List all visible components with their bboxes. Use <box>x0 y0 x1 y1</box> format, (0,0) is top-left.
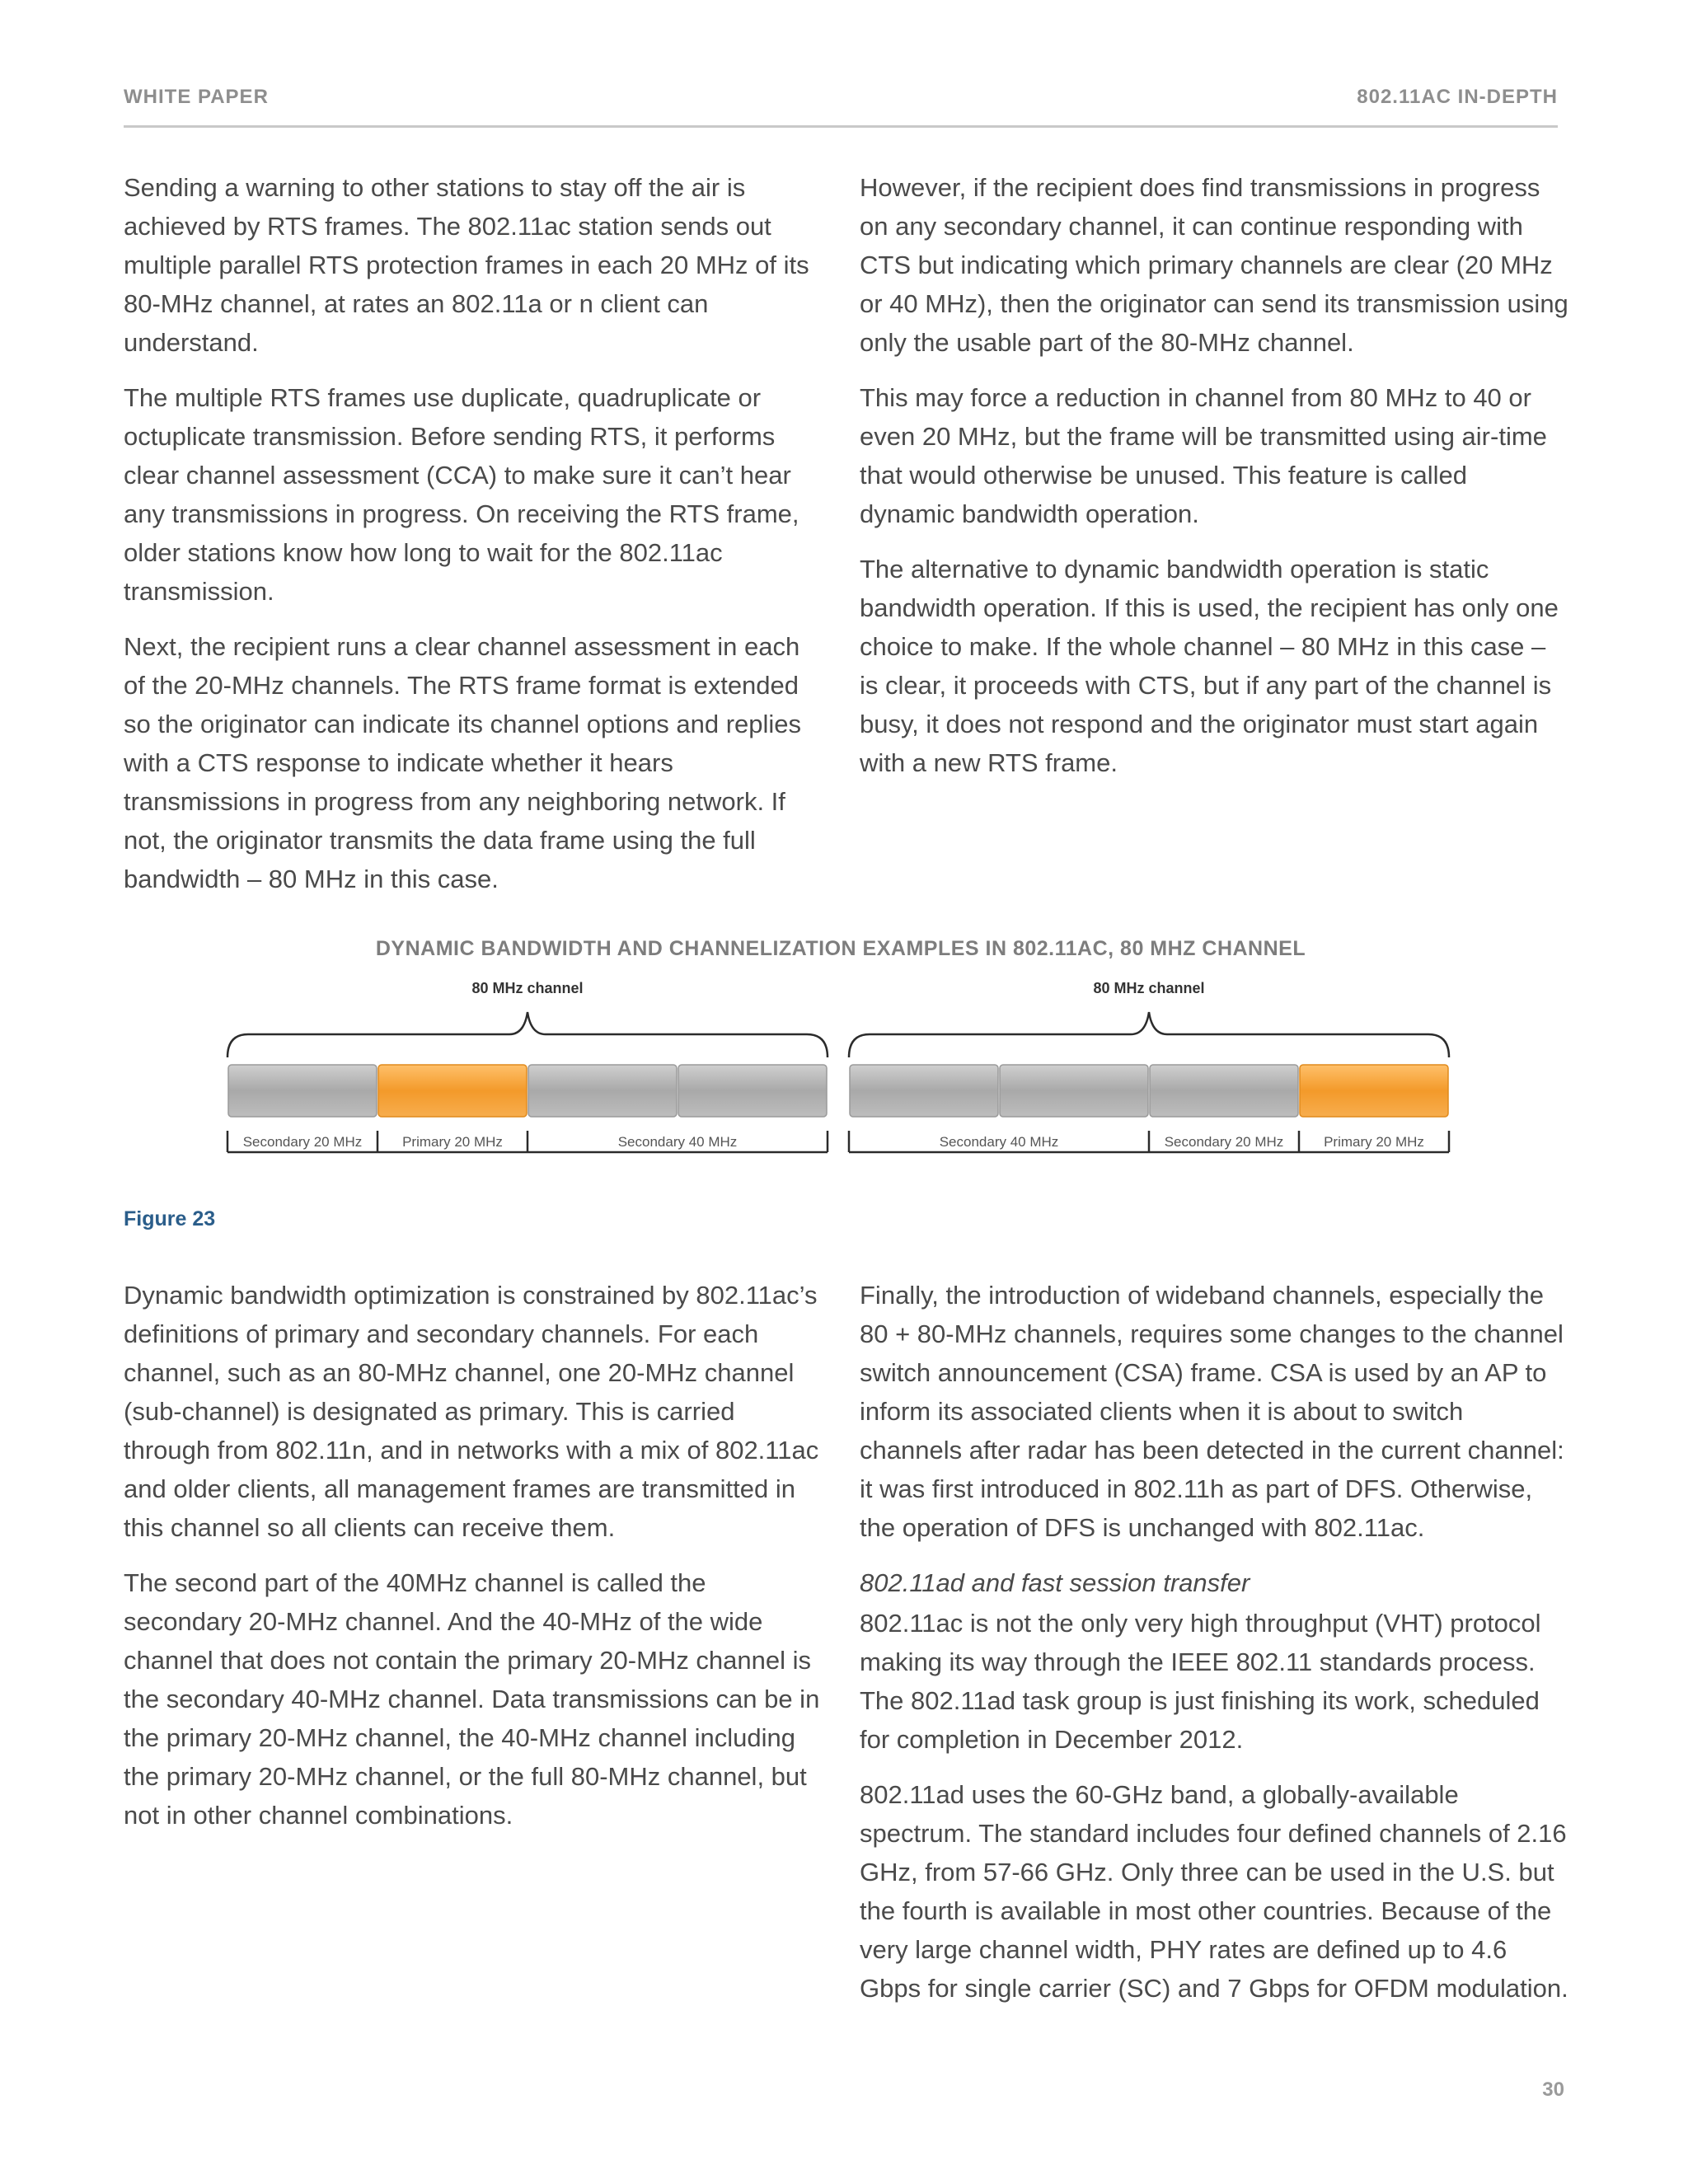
primary-channel-block <box>378 1065 527 1117</box>
paragraph: Next, the recipient runs a clear channel assessment in each of the 20-MHz channels. The RTS frame format is extended so the originator can indicate its channel options and replies with a CTS response to indicate whether it hears transmissions in progress from any neighboring network. If not, the originator transmits the data frame using the full bandwidth – 80 MHz in this case. <box>124 632 802 893</box>
bottom-right-column <box>860 1276 1568 2024</box>
header-right-label: 802.11AC IN-DEPTH <box>1357 86 1558 108</box>
figure-caption: Figure 23 <box>124 1207 216 1230</box>
page-number: 30 <box>1542 2079 1564 2101</box>
primary-channel-block <box>1300 1065 1448 1117</box>
brace-label: 80 MHz channel <box>1093 980 1205 996</box>
secondary-channel-block <box>528 1065 677 1117</box>
channel-label: Secondary 20 MHz <box>242 1134 363 1150</box>
curly-brace <box>227 1012 828 1057</box>
bottom-left-column <box>124 1276 824 1851</box>
channel-label-bracket <box>227 1131 828 1152</box>
channel-label-bracket <box>849 1131 1449 1152</box>
header-left-label: WHITE PAPER <box>124 86 269 108</box>
paragraph: This may force a reduction in channel from 80 MHz to 40 or even 20 MHz, but the frame will be transmitted using air-time that would otherwise be unused. This feature is called dynamic bandwidth operation. <box>860 383 1547 528</box>
channel-label: Secondary 40 MHz <box>617 1134 738 1150</box>
paragraph: 802.11ad uses the 60-GHz band, a globally-available spectrum. The standard includes four defined channels of 2.16 GHz, from 57-66 GHz. Only three can be used in the U.S. but the fourth is available in most other countries. Because of the very large channel width, PHY rates are defined up to 4.6 Gbps for single carrier (SC) and 7 Gbps for OFDM modulation. <box>860 1780 1568 2003</box>
secondary-channel-block <box>1000 1065 1148 1117</box>
curly-brace <box>849 1012 1449 1057</box>
top-right-column <box>860 168 1568 799</box>
secondary-channel-block <box>228 1065 377 1117</box>
paragraph: The alternative to dynamic bandwidth operation is static bandwidth operation. If this is used, the recipient has only one choice to make. If the whole channel – 80 MHz in this case – is clear, it proceeds with CTS, but if any part of the channel is busy, it does not respond and the originator must start again with a new RTS frame. <box>860 555 1559 777</box>
paragraph: Sending a warning to other stations to stay off the air is achieved by RTS frames. The 802.11ac station sends out multiple parallel RTS protection frames in each 20 MHz of its 80-MHz channel, at rates an 802.11a or n client can understand. <box>124 173 809 357</box>
secondary-channel-block <box>1150 1065 1298 1117</box>
section-subheading: 802.11ad and fast session transfer <box>860 1568 1250 1597</box>
secondary-channel-block <box>850 1065 998 1117</box>
paragraph: However, if the recipient does find transmissions in progress on any secondary channel, it can continue responding with CTS but indicating which primary channels are clear (20 MHz or 40 MHz), then the originator can send its transmission using only the usable part of the 80-MHz channel. <box>860 173 1568 357</box>
channel-label: Secondary 20 MHz <box>1164 1134 1284 1150</box>
paragraph: Finally, the introduction of wideband channels, especially the 80 + 80-MHz channels, requires some changes to the channel switch announcement (CSA) frame. CSA is used by an AP to inform its associated clients when it is about to switch channels after radar has been detected in the current channel: it was first introduced in 802.11h as part of DFS. Otherwise, the operation of DFS is unchanged with 802.11ac. <box>860 1281 1564 1542</box>
channel-label: Secondary 40 MHz <box>939 1134 1059 1150</box>
page-header <box>124 82 1558 128</box>
paragraph: 802.11ac is not the only very high throughput (VHT) protocol making its way through the IEEE 802.11 standards process. The 802.11ad task group is just finishing its work, scheduled for completion in December 2012. <box>860 1609 1541 1754</box>
paragraph: The second part of the 40MHz channel is called the secondary 20-MHz channel. And the 40-MHz of the wide channel that does not contain the primary 20-MHz channel is the secondary 40-MHz channel. Data transmissions can be in the primary 20-MHz channel, the 40-MHz channel including the primary 20-MHz channel, or the full 80-MHz channel, but not in other channel combinations. <box>124 1568 820 1830</box>
paragraph: The multiple RTS frames use duplicate, quadruplicate or octuplicate transmission. Before sending RTS, it performs clear channel assessment (CCA) to make sure it can’t hear any transmissions in progress. On receiving the RTS frame, older stations know how long to wait for the 802.11ac transmission. <box>124 383 799 606</box>
channel-label: Primary 20 MHz <box>402 1134 503 1150</box>
secondary-channel-block <box>678 1065 827 1117</box>
figure-title: DYNAMIC BANDWIDTH AND CHANNELIZATION EXAMPLES IN 802.11AC, 80 MHZ CHANNEL <box>375 937 1306 960</box>
brace-label: 80 MHz channel <box>471 980 584 996</box>
paragraph: Dynamic bandwidth optimization is constrained by 802.11ac’s definitions of primary and secondary channels. For each channel, such as an 80-MHz channel, one 20-MHz channel (sub-channel) is designated as primary. This is carried through from 802.11n, and in networks with a mix of 802.11ac and older clients, all management frames are transmitted in this channel so all clients can receive them. <box>124 1281 819 1542</box>
channel-label: Primary 20 MHz <box>1324 1134 1424 1150</box>
top-left-column <box>124 168 824 915</box>
